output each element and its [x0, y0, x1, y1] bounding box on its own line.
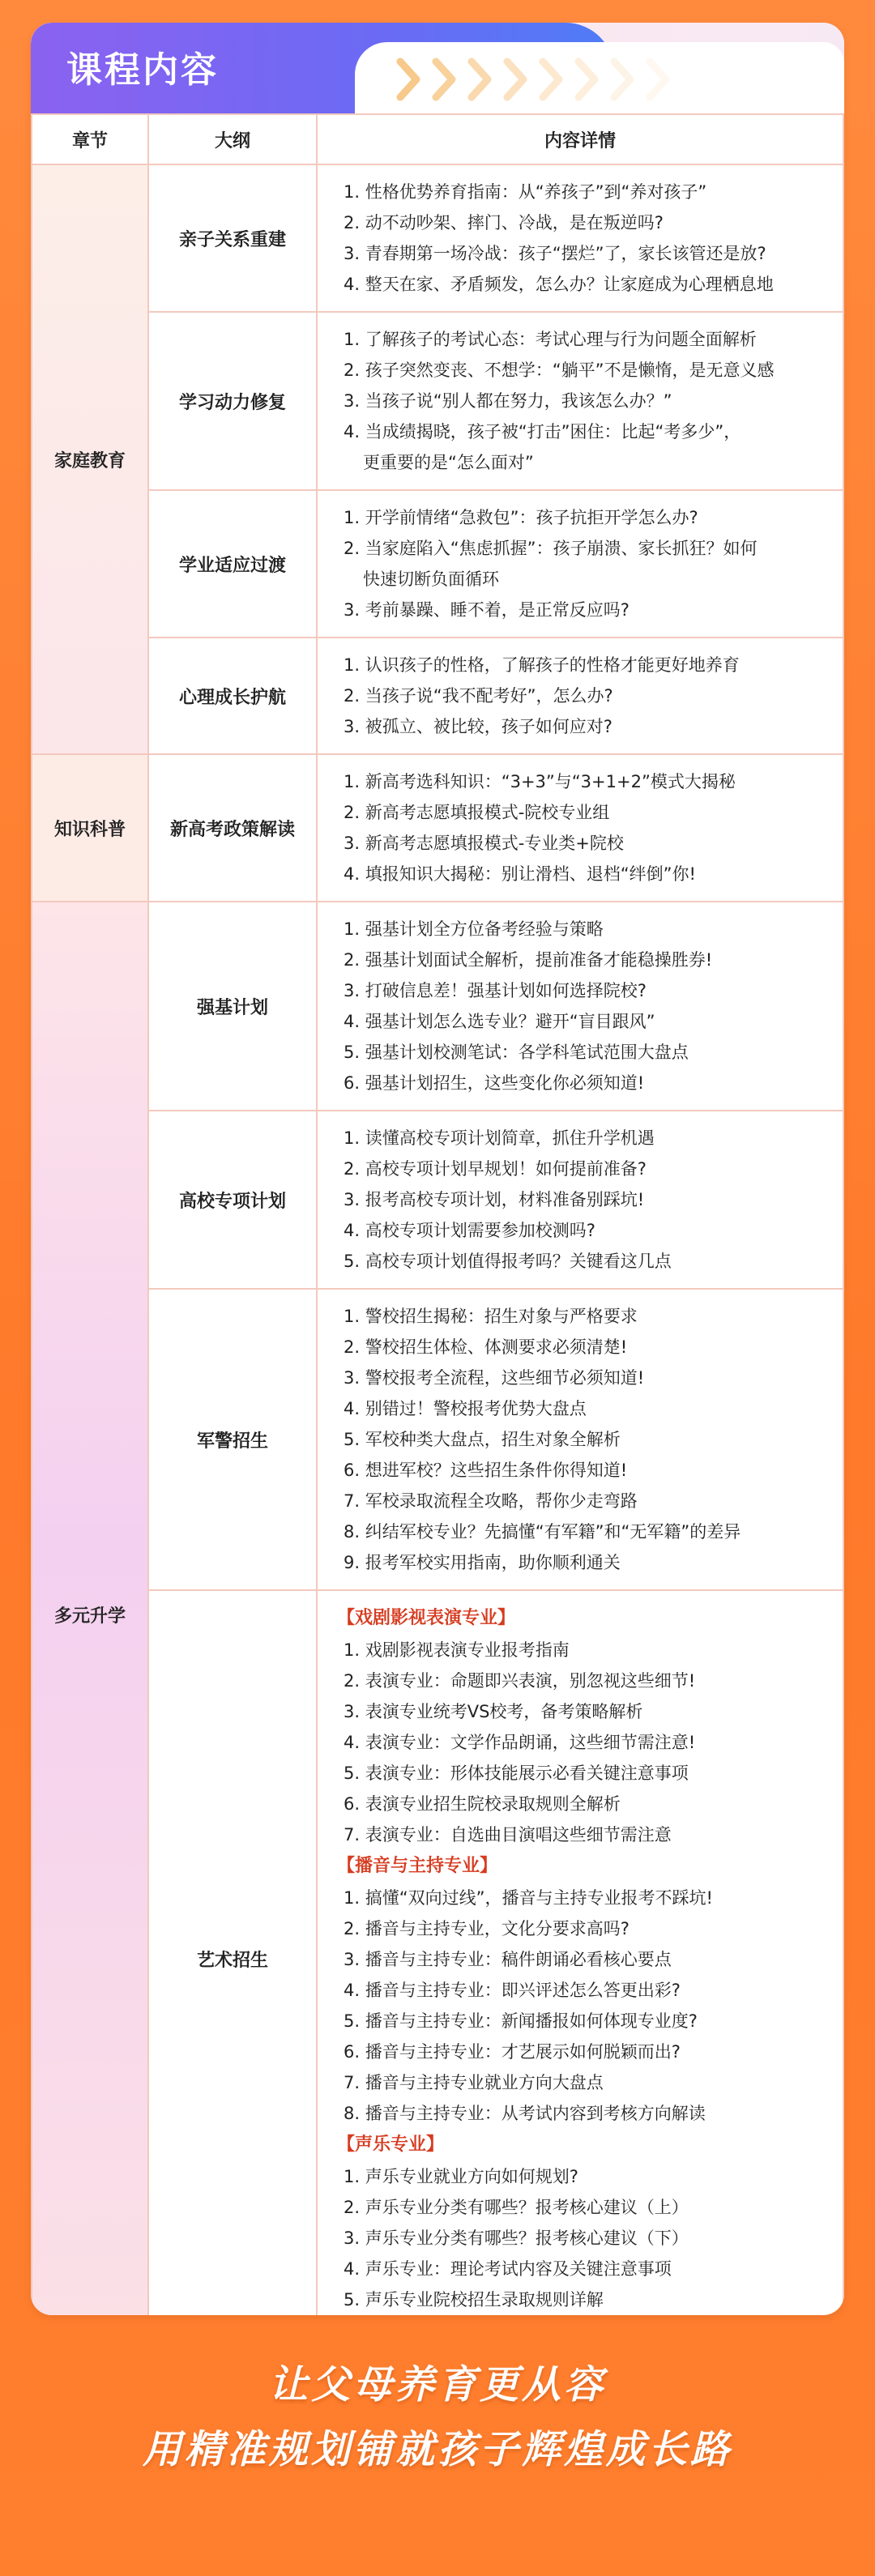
- detail-line: 4. 别错过！警校报考优势大盘点: [344, 1399, 587, 1418]
- outline-cell: 军警招生: [148, 1289, 317, 1590]
- chapter-cell: 知识科普: [32, 754, 148, 902]
- detail-line: 6. 播音与主持专业：才艺展示如何脱颖而出?: [344, 2042, 681, 2062]
- table-row: [32, 490, 843, 638]
- detail-line: 1. 认识孩子的性格，了解孩子的性格才能更好地养育: [344, 655, 740, 675]
- detail-line: 快速切断负面循环: [363, 569, 499, 589]
- outline-cell: 艺术招生: [148, 1590, 317, 2315]
- detail-line: 7. 播音与主持专业就业方向大盘点: [344, 2073, 604, 2092]
- outline-cell: 高校专项计划: [148, 1111, 317, 1289]
- detail-line: 5. 强基计划校测笔试：各学科笔试范围大盘点: [344, 1043, 689, 1062]
- outline-cell: 亲子关系重建: [148, 164, 317, 312]
- outline-cell: 学习动力修复: [148, 312, 317, 490]
- table-row: [32, 312, 843, 490]
- chapter-cell: 多元升学: [32, 902, 148, 2315]
- outline-cell: 学业适应过渡: [148, 490, 317, 638]
- detail-line: 更重要的是“怎么面对”: [363, 453, 534, 472]
- detail-line: 1. 读懂高校专项计划简章，抓住升学机遇: [344, 1128, 655, 1148]
- detail-line: 3. 报考高校专项计划，材料准备别踩坑!: [344, 1190, 645, 1209]
- detail-line: 5. 声乐专业院校招生录取规则详解: [344, 2290, 604, 2309]
- table-row: [32, 1111, 843, 1289]
- details-cell: [317, 1590, 843, 2315]
- column-header-outline: 大纲: [148, 114, 317, 164]
- details-cell: [317, 1289, 843, 1590]
- detail-line: 2. 新高考志愿填报模式-院校专业组: [344, 803, 610, 822]
- outline-cell: 心理成长护航: [148, 638, 317, 754]
- detail-line: 2. 当孩子说“我不配考好”，怎么办?: [344, 686, 613, 706]
- detail-line: 6. 表演专业招生院校录取规则全解析: [344, 1794, 621, 1814]
- detail-line: 8. 播音与主持专业：从考试内容到考核方向解读: [344, 2104, 706, 2123]
- slogan-line-2: 用精准规划铺就孩子辉煌成长路: [142, 2427, 732, 2472]
- chevron-right-icon: [395, 57, 423, 102]
- table-row: [32, 164, 843, 312]
- detail-line: 2. 高校专项计划早规划！如何提前准备?: [344, 1159, 647, 1179]
- outline-cell: 新高考政策解读: [148, 754, 317, 902]
- course-table: [31, 113, 844, 2315]
- details-cell: [317, 312, 843, 490]
- detail-line: 2. 播音与主持专业，文化分要求高吗?: [344, 1919, 630, 1938]
- detail-line: 4. 播音与主持专业：即兴评述怎么答更出彩?: [344, 1981, 681, 2000]
- detail-line: 3. 青春期第一场冷战：孩子“摆烂”了，家长该管还是放?: [344, 244, 766, 263]
- card-header: [31, 23, 844, 118]
- column-header-details: 内容详情: [317, 114, 843, 164]
- detail-line: 5. 播音与主持专业：新闻播报如何体现专业度?: [344, 2011, 698, 2031]
- detail-line: 3. 打破信息差！强基计划如何选择院校?: [344, 981, 647, 1000]
- detail-line: 2. 强基计划面试全解析，提前准备才能稳操胜券!: [344, 950, 713, 970]
- detail-line: 1. 了解孩子的考试心态：考试心理与行为问题全面解析: [344, 330, 757, 349]
- detail-line: 4. 声乐专业：理论考试内容及关键注意事项: [344, 2259, 672, 2279]
- table-row: [32, 754, 843, 902]
- detail-line: 3. 当孩子说“别人都在努力，我该怎么办？”: [344, 391, 672, 411]
- chevron-decoration: [395, 57, 672, 105]
- detail-line: 9. 报考军校实用指南，助你顺利通关: [344, 1553, 621, 1572]
- table-header-row: [32, 114, 843, 164]
- chevron-right-icon: [574, 57, 601, 102]
- outline-cell: 强基计划: [148, 902, 317, 1111]
- details-cell: [317, 164, 843, 312]
- detail-line: 1. 性格优势养育指南：从“养孩子”到“养对孩子”: [344, 182, 707, 202]
- chevron-right-icon: [538, 57, 566, 102]
- detail-line: 4. 强基计划怎么选专业？避开“盲目跟风”: [344, 1012, 655, 1031]
- table-row: [32, 638, 843, 754]
- detail-line: 4. 高校专项计划需要参加校测吗?: [344, 1221, 595, 1240]
- detail-line: 3. 被孤立、被比较，孩子如何应对?: [344, 717, 612, 736]
- chevron-right-icon: [609, 57, 637, 102]
- detail-line: 1. 新高考选科知识：“3+3”与“3+1+2”模式大揭秘: [344, 772, 736, 791]
- details-cell: [317, 490, 843, 638]
- detail-line: 8. 纠结军校专业？先搞懂“有军籍”和“无军籍”的差异: [344, 1522, 741, 1542]
- details-cell: [317, 638, 843, 754]
- detail-line: 2. 声乐专业分类有哪些？报考核心建议（上）: [344, 2198, 689, 2217]
- detail-line: 1. 搞懂“双向过线”，播音与主持专业报考不踩坑!: [344, 1888, 713, 1908]
- page-title: 课程内容: [66, 49, 219, 91]
- detail-line: 4. 填报知识大揭秘：别让滑档、退档“绊倒”你!: [344, 864, 696, 884]
- table-row: [32, 902, 843, 1111]
- chapter-cell: 家庭教育: [32, 164, 148, 754]
- chevron-right-icon: [431, 57, 459, 102]
- slogan-line-1: 让父母养育更从容: [268, 2362, 606, 2408]
- details-cell: [317, 902, 843, 1111]
- detail-line: 4. 整天在家、矛盾频发，怎么办？让家庭成为心理栖息地: [344, 275, 774, 294]
- detail-line: 3. 表演专业统考VS校考，备考策略解析: [344, 1702, 643, 1721]
- chevron-right-icon: [502, 57, 530, 102]
- detail-line: 3. 考前暴躁、睡不着，是正常反应吗?: [344, 600, 630, 620]
- column-header-chapter: 章节: [32, 114, 148, 164]
- detail-line: 5. 军校种类大盘点，招生对象全解析: [344, 1430, 621, 1449]
- detail-line: 2. 表演专业：命题即兴表演，别忽视这些细节!: [344, 1671, 696, 1691]
- detail-line: 5. 高校专项计划值得报考吗？关键看这几点: [344, 1252, 672, 1271]
- detail-line: 7. 军校录取流程全攻略，帮你少走弯路: [344, 1491, 638, 1511]
- detail-line: 5. 表演专业：形体技能展示必看关键注意事项: [344, 1764, 689, 1783]
- details-cell: [317, 754, 843, 902]
- detail-line: 1. 警校招生揭秘：招生对象与严格要求: [344, 1307, 638, 1326]
- section-heading: 【播音与主持专业】: [337, 1856, 498, 1876]
- detail-line: 1. 强基计划全方位备考经验与策略: [344, 919, 604, 939]
- detail-line: 2. 当家庭陷入“焦虑抓握”：孩子崩溃、家长抓狂？如何: [344, 539, 758, 558]
- detail-line: 3. 警校报考全流程，这些细节必须知道!: [344, 1368, 645, 1388]
- detail-line: 3. 播音与主持专业：稿件朗诵必看核心要点: [344, 1950, 672, 1969]
- detail-line: 4. 表演专业：文学作品朗诵，这些细节需注意!: [344, 1733, 696, 1752]
- chevron-right-icon: [645, 57, 672, 102]
- section-heading: 【声乐专业】: [337, 2135, 445, 2155]
- detail-line: 2. 警校招生体检、体测要求必须清楚!: [344, 1337, 628, 1357]
- table-row: [32, 1289, 843, 1590]
- table-row: [32, 1590, 843, 2315]
- detail-line: 3. 声乐专业分类有哪些？报考核心建议（下）: [344, 2228, 689, 2248]
- course-content-card: [31, 23, 844, 2315]
- detail-line: 6. 想进军校？这些招生条件你得知道!: [344, 1461, 628, 1480]
- detail-line: 1. 声乐专业就业方向如何规划?: [344, 2167, 578, 2186]
- chevron-right-icon: [467, 57, 494, 102]
- detail-line: 4. 当成绩揭晓，孩子被“打击”困住：比起“考多少”，: [344, 422, 741, 441]
- detail-line: 7. 表演专业：自选曲目演唱这些细节需注意: [344, 1825, 672, 1845]
- detail-line: 2. 动不动吵架、摔门、冷战，是在叛逆吗?: [344, 213, 664, 232]
- section-heading: 【戏剧影视表演专业】: [337, 1608, 516, 1628]
- details-cell: [317, 1111, 843, 1289]
- detail-line: 2. 孩子突然变丧、不想学：“躺平”不是懒惰，是无意义感: [344, 360, 775, 380]
- detail-line: 3. 新高考志愿填报模式-专业类+院校: [344, 834, 624, 853]
- detail-line: 1. 戏剧影视表演专业报考指南: [344, 1640, 570, 1660]
- detail-line: 6. 强基计划招生，这些变化你必须知道!: [344, 1073, 645, 1093]
- detail-line: 1. 开学前情绪“急救包”：孩子抗拒开学怎么办?: [344, 508, 698, 527]
